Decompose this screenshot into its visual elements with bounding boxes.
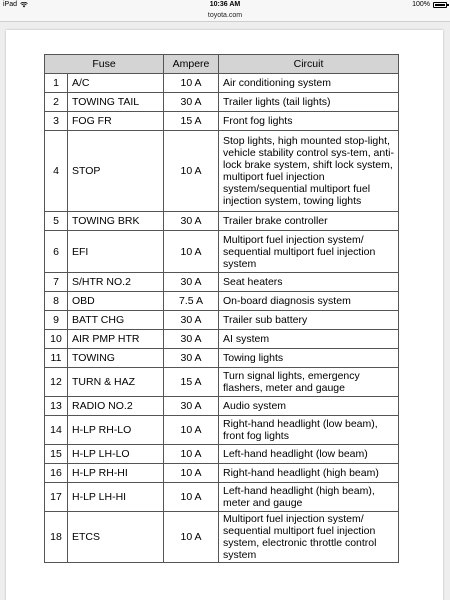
ampere-value: 30 A [164, 212, 219, 231]
header-fuse: Fuse [45, 55, 164, 74]
battery-fill [435, 4, 445, 6]
fuse-name: STOP [68, 131, 164, 212]
table-row [45, 74, 399, 93]
ampere-value: 30 A [164, 93, 219, 112]
fuse-number: 10 [45, 330, 68, 349]
circuit-description: Multiport fuel injection system/ sequential multiport fuel injection system, electronic throttle control system [219, 512, 399, 563]
fuse-name: FOG FR [68, 112, 164, 131]
circuit-description: Air conditioning system [219, 74, 399, 93]
fuse-number: 9 [45, 311, 68, 330]
fuse-name: H-LP RH-LO [68, 416, 164, 445]
fuse-table-body [45, 74, 399, 563]
fuse-name: OBD [68, 292, 164, 311]
ampere-value: 15 A [164, 368, 219, 397]
table-header-row [45, 55, 399, 74]
ampere-value: 30 A [164, 397, 219, 416]
battery-icon [433, 2, 447, 8]
fuse-number: 4 [45, 131, 68, 212]
url-text: toyota.com [207, 12, 243, 19]
header-ampere: Ampere [164, 55, 219, 74]
fuse-number: 12 [45, 368, 68, 397]
circuit-description: Front fog lights [219, 112, 399, 131]
ampere-value: 10 A [164, 445, 219, 464]
battery-percent: 100% [412, 1, 430, 8]
ampere-value: 30 A [164, 273, 219, 292]
fuse-number: 16 [45, 464, 68, 483]
device-name: iPad [3, 1, 18, 8]
fuse-name: ETCS [68, 512, 164, 563]
fuse-name: RADIO NO.2 [68, 397, 164, 416]
fuse-number: 6 [45, 231, 68, 273]
ampere-value: 10 A [164, 512, 219, 563]
table-row [45, 512, 399, 563]
ampere-value: 10 A [164, 74, 219, 93]
status-time: 10:36 AM [209, 1, 241, 8]
fuse-name: S/HTR NO.2 [68, 273, 164, 292]
header-circuit: Circuit [219, 55, 399, 74]
ampere-value: 15 A [164, 112, 219, 131]
fuse-number: 1 [45, 74, 68, 93]
circuit-description: Trailer brake controller [219, 212, 399, 231]
fuse-table [44, 54, 399, 563]
status-bar [0, 0, 450, 10]
fuse-name: TOWING [68, 349, 164, 368]
status-right [412, 0, 447, 10]
fuse-name: EFI [68, 231, 164, 273]
fuse-name: BATT CHG [68, 311, 164, 330]
circuit-description: Stop lights, high mounted stop-light, vehicle stability control sys-tem, anti-lock brake system, shift lock system, multiport fuel injection system/sequential multiport fuel injection system, towing lights [219, 131, 399, 212]
fuse-name: TOWING TAIL [68, 93, 164, 112]
circuit-description: Seat heaters [219, 273, 399, 292]
table-row [45, 273, 399, 292]
circuit-description: On-board diagnosis system [219, 292, 399, 311]
fuse-number: 15 [45, 445, 68, 464]
circuit-description: AI system [219, 330, 399, 349]
table-row [45, 349, 399, 368]
fuse-name: H-LP RH-HI [68, 464, 164, 483]
circuit-description: Trailer sub battery [219, 311, 399, 330]
ampere-value: 30 A [164, 311, 219, 330]
circuit-description: Audio system [219, 397, 399, 416]
fuse-number: 7 [45, 273, 68, 292]
fuse-number: 18 [45, 512, 68, 563]
fuse-number: 11 [45, 349, 68, 368]
circuit-description: Turn signal lights, emergency flashers, meter and gauge [219, 368, 399, 397]
table-row [45, 292, 399, 311]
fuse-number: 8 [45, 292, 68, 311]
circuit-description: Multiport fuel injection system/ sequential multiport fuel injection system [219, 231, 399, 273]
ampere-value: 10 A [164, 131, 219, 212]
fuse-name: H-LP LH-HI [68, 483, 164, 512]
circuit-description: Left-hand headlight (high beam), meter and gauge [219, 483, 399, 512]
table-row [45, 311, 399, 330]
ampere-value: 10 A [164, 416, 219, 445]
circuit-description: Towing lights [219, 349, 399, 368]
fuse-number: 5 [45, 212, 68, 231]
table-row [45, 416, 399, 445]
document-page [6, 30, 443, 600]
ampere-value: 7.5 A [164, 292, 219, 311]
table-row [45, 368, 399, 397]
table-row [45, 231, 399, 273]
circuit-description: Trailer lights (tail lights) [219, 93, 399, 112]
ampere-value: 30 A [164, 349, 219, 368]
fuse-number: 17 [45, 483, 68, 512]
fuse-number: 14 [45, 416, 68, 445]
fuse-name: TURN & HAZ [68, 368, 164, 397]
ampere-value: 30 A [164, 330, 219, 349]
browser-url-bar[interactable] [0, 10, 450, 22]
fuse-number: 3 [45, 112, 68, 131]
table-row [45, 464, 399, 483]
circuit-description: Right-hand headlight (low beam), front fog lights [219, 416, 399, 445]
table-row [45, 112, 399, 131]
circuit-description: Right-hand headlight (high beam) [219, 464, 399, 483]
fuse-name: TOWING BRK [68, 212, 164, 231]
circuit-description: Left-hand headlight (low beam) [219, 445, 399, 464]
fuse-name: AIR PMP HTR [68, 330, 164, 349]
fuse-number: 2 [45, 93, 68, 112]
ampere-value: 10 A [164, 464, 219, 483]
fuse-number: 13 [45, 397, 68, 416]
table-row [45, 483, 399, 512]
table-row [45, 93, 399, 112]
fuse-name: A/C [68, 74, 164, 93]
table-row [45, 397, 399, 416]
table-row [45, 131, 399, 212]
fuse-name: H-LP LH-LO [68, 445, 164, 464]
table-row [45, 445, 399, 464]
table-row [45, 330, 399, 349]
ampere-value: 10 A [164, 483, 219, 512]
ampere-value: 10 A [164, 231, 219, 273]
table-row [45, 212, 399, 231]
